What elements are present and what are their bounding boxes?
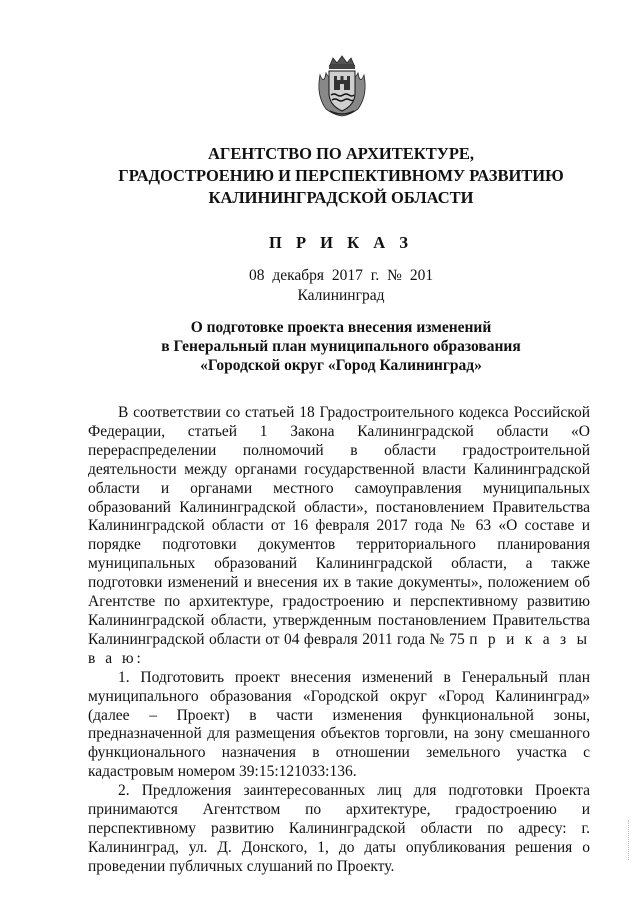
order-date-year: 2017 — [331, 267, 363, 284]
order-date-month: декабря — [272, 267, 325, 284]
kaliningrad-oblast-coat-of-arms-icon — [316, 55, 368, 117]
order-date-line — [60, 266, 622, 286]
order-item-2: 2. Предложения заинтересованных лиц для подготовки Проекта принимаются Агентством по архитектуре, градостроению и перспективному развитию Калининградской области по адресу: г. Калининград, ул. Д. Донского, 1, до даты опубликования решения о проведении публичных слушаний по Проекту. — [88, 782, 590, 875]
order-city: Калининград — [297, 287, 385, 304]
preamble-keyword: п р и к а з ы в а ю: — [88, 630, 590, 667]
order-title: П Р И К А З — [269, 233, 413, 252]
agency-name-line-1: АГЕНТСТВО ПО АРХИТЕКТУРЕ, — [207, 144, 475, 163]
order-number: 201 — [409, 267, 434, 284]
order-body — [88, 404, 590, 877]
agency-name-line-3: КАЛИНИНГРАДСКОЙ ОБЛАСТИ — [208, 188, 474, 207]
order-year-suffix: г. — [370, 267, 380, 284]
order-meta — [60, 266, 622, 306]
subject-line-1: О подготовке проекта внесения изменений — [190, 319, 492, 336]
preamble-paragraph — [88, 404, 590, 669]
order-date-day: 08 — [248, 267, 265, 284]
scan-artifact-divider — [628, 820, 631, 860]
order-number-sign: № — [387, 267, 402, 284]
subject-line-2: в Генеральный план муниципального образования — [161, 338, 521, 355]
subject-line-3: «Городской округ «Город Калининград» — [200, 357, 482, 374]
agency-name — [60, 143, 622, 209]
preamble-text: В соответствии со статьей 18 Градостроительного кодекса Российской Федерации, статьей 1 Закона Калининградской области «О перераспределении полномочий в области градостроительной деятельности между органами государственной власти Калининградской области и органами местного самоуправления муниципальных образований Калининградской области», постановлением Правительства Калининградской области от 16 февраля 2017 года № 63 «О составе и порядке подготовки документов территориального планирования муниципальных образований Калининградской области, а также подготовки изменений и внесения их в такие документы», положением об Агентстве по архитектуре, градостроению и перспективному развитию Калининградской области, утвержденным постановлением Правительства Калининградской области от 04 февраля 2011 года № 75 — [88, 404, 590, 648]
agency-name-line-2: ГРАДОСТРОЕНИЮ И ПЕРСПЕКТИВНОМУ РАЗВИТИЮ — [118, 166, 564, 185]
order-item-1: 1. Подготовить проект внесения изменений в Генеральный план муниципального образования «Городской округ «Город Калининград» (далее – Проект) в части изменения функциональной зоны, предназначенной для размещения объектов торговли, на зону смешанного функционального назначения в отношении земельного участка с кадастровым номером 39:15:121033:136. — [88, 668, 590, 781]
order-subject — [60, 318, 622, 375]
